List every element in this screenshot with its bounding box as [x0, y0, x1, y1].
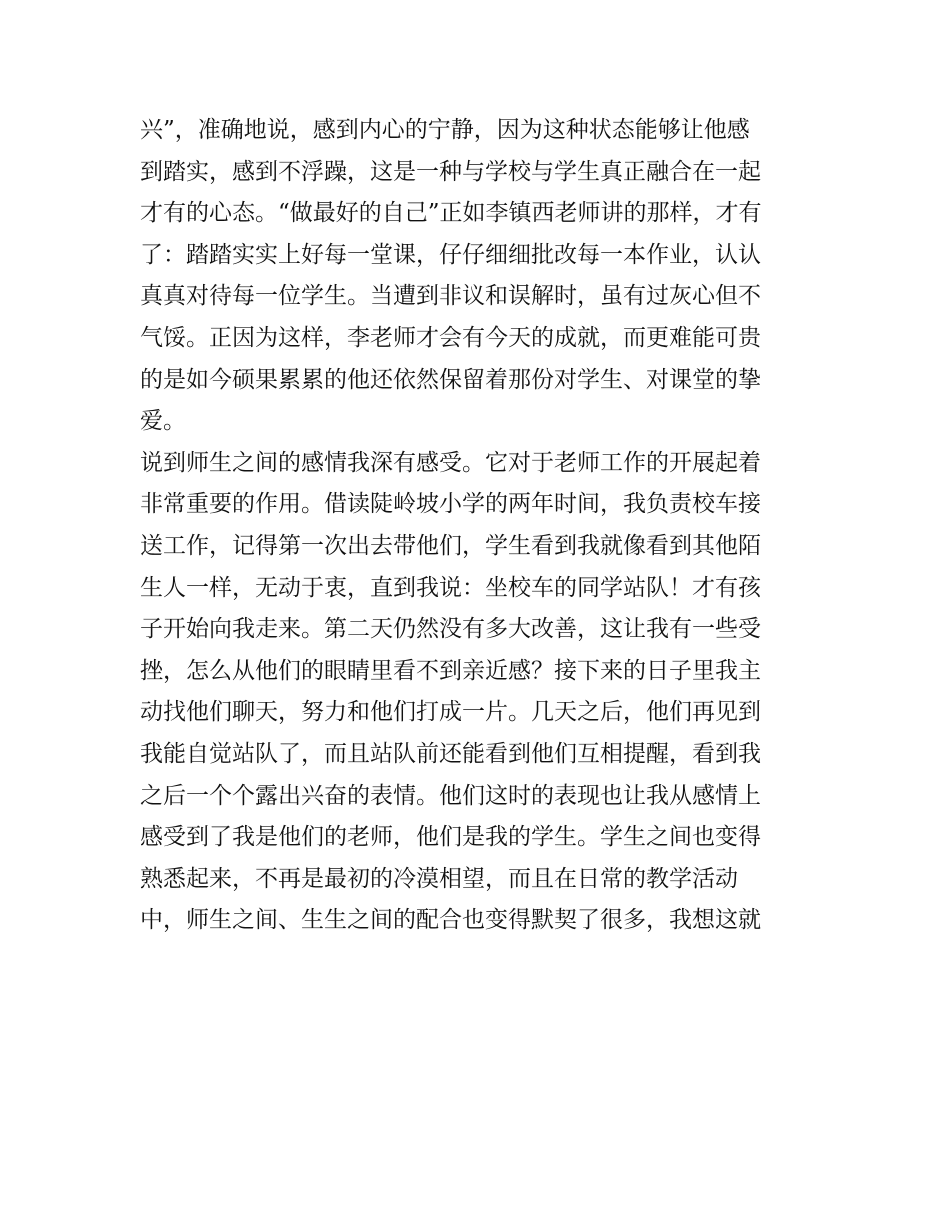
text-line: 之后一个个露出兴奋的表情。他们这时的表现也让我从感情上: [140, 782, 761, 809]
text-line: 感受到了我是他们的老师，他们是我的学生。学生之间也变得: [140, 824, 761, 851]
text-line: 生人一样，无动于衷，直到我说：坐校车的同学站队！才有孩: [140, 574, 761, 601]
text-line: 到踏实，感到不浮躁，这是一种与学校与学生真正融合在一起: [140, 158, 761, 185]
text-line: 子开始向我走来。第二天仍然没有多大改善，这让我有一些受: [140, 616, 761, 643]
text-line: 才有的心态。“做最好的自己”正如李镇西老师讲的那样，才有: [140, 200, 762, 227]
body-text: [140, 110, 820, 942]
text-line: 动找他们聊天，努力和他们打成一片。几天之后，他们再见到: [140, 699, 761, 726]
text-line: 说到师生之间的感情我深有感受。它对于老师工作的开展起着: [140, 449, 761, 476]
text-line: 非常重要的作用。借读陡岭坡小学的两年时间，我负责校车接: [140, 491, 761, 518]
text-line: 我能自觉站队了，而且站队前还能看到他们互相提醒，看到我: [140, 740, 761, 767]
text-line: 送工作，记得第一次出去带他们，学生看到我就像看到其他陌: [140, 532, 761, 559]
text-line: 气馁。正因为这样，李老师才会有今天的成就，而更难能可贵: [140, 324, 761, 351]
text-line: 爱。: [140, 408, 186, 435]
text-line: 了：踏踏实实上好每一堂课，仔仔细细批改每一本作业，认认: [140, 241, 761, 268]
text-line: 中，师生之间、生生之间的配合也变得默契了很多，我想这就: [140, 907, 761, 934]
text-line: 挫，怎么从他们的眼睛里看不到亲近感？接下来的日子里我主: [140, 657, 761, 684]
text-line: 熟悉起来，不再是最初的冷漠相望，而且在日常的教学活动: [140, 865, 738, 892]
text-line: 兴”，准确地说，感到内心的宁静，因为这种状态能够让他感: [140, 117, 750, 143]
text-line: 真真对待每一位学生。当遭到非议和误解时，虽有过灰心但不: [140, 283, 761, 310]
text-line: 的是如今硕果累累的他还依然保留着那份对学生、对课堂的挚: [140, 366, 761, 393]
